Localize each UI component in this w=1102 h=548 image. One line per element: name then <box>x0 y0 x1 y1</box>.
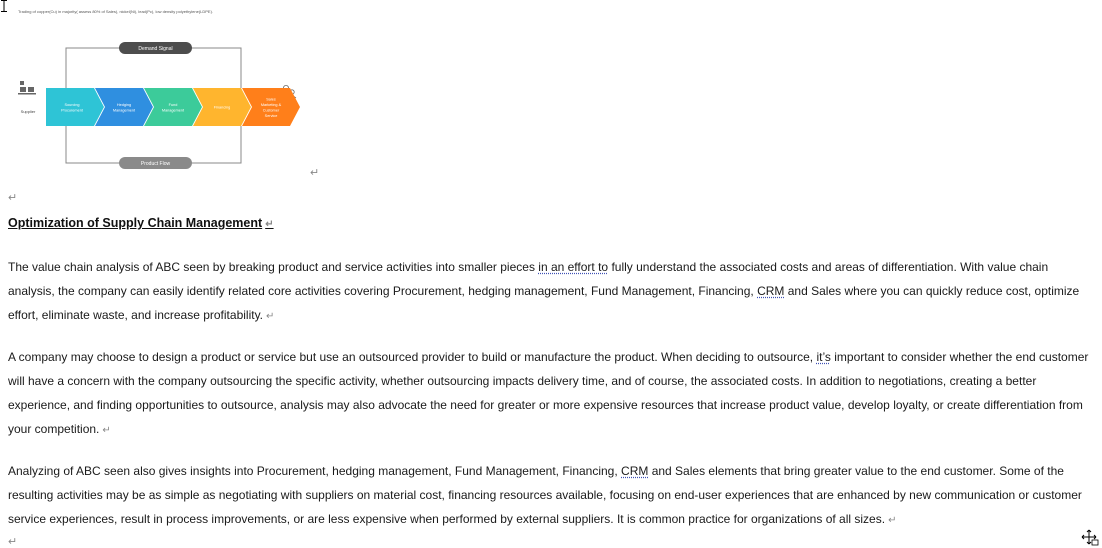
stage-label: Financing <box>213 105 231 110</box>
stage-label: Service <box>264 113 278 118</box>
caption-text: Trading of copper(Cu) in majority( assess 80% of Sales), nickel(Ni), lead(Pc), low density polyethylene(LDPE). <box>18 9 214 14</box>
stage-label: Hedging <box>116 102 132 107</box>
stage-chevron <box>46 88 104 126</box>
paragraph-mark: ↵ <box>310 167 320 179</box>
stage-label: Management <box>112 108 136 113</box>
paragraph-3: Analyzing of ABC seen also gives insights into Procurement, hedging management, Fund Management, Financing, CRM and Sales elements that bring greater value to the end customer. Some of the resulting activities may be as simple as negotiating with suppliers on material cost, financing resources available, focusing on end-user experiences that are enhanced by new communication or customer service experiences, result in process improvements, or are less expensive when performed by external suppliers. It is common practice for organizations of all sizes. ↵ <box>8 464 1082 526</box>
paragraph-2: A company may choose to design a product or service but use an outsourced provider to build or manufacture the product. When deciding to outsource, it’s important to consider whether the end customer will have a concern with the company outsourcing the specific activity, whether outsourcing impacts delivery time, and of course, the associated costs. In addition to negotiations, creating a better experience, and finding opportunities to outsource, analysis may also advocate the need for greater or more expensive resources that increase product value, develop loyalty, or create differentiation from your competition. ↵ <box>8 350 1089 436</box>
stage-label: Marketing & <box>260 102 282 107</box>
stage-label: Procurement <box>61 108 83 113</box>
value-chain-stages <box>46 88 300 126</box>
paragraph-1: The value chain analysis of ABC seen by breaking product and service activities into smaller pieces in an effort to fully understand the associated costs and areas of differentiation. With value chain analysis, the company can easily identify related core activities covering Procurement, hedging management, Fund Management, Financing, CRM and Sales where you can quickly reduce cost, optimize effort, eliminate waste, and increase profitability. ↵ <box>8 260 1080 322</box>
move-cursor-icon <box>1081 529 1099 547</box>
supplier-label: Supplier <box>20 109 36 114</box>
stage-label: Management <box>161 108 185 113</box>
product-flow-label: Product Flow <box>140 161 171 167</box>
demand-signal-pill <box>119 42 192 54</box>
paragraph-mark: ↵ <box>8 536 18 548</box>
product-flow-pill <box>119 157 192 169</box>
paragraph-mark: ↵ <box>8 192 18 204</box>
supply-chain-diagram[interactable] <box>0 0 330 185</box>
stage-label: Sourcing <box>64 102 80 107</box>
demand-signal-label: Demand Signal <box>138 46 173 52</box>
stage-label: Fund <box>168 102 178 107</box>
stage-label: Sales <box>266 97 276 102</box>
supplier-icon <box>18 81 36 95</box>
section-heading: Optimization of Supply Chain Management ↵ <box>8 216 274 230</box>
stage-label: Customer <box>262 108 280 113</box>
